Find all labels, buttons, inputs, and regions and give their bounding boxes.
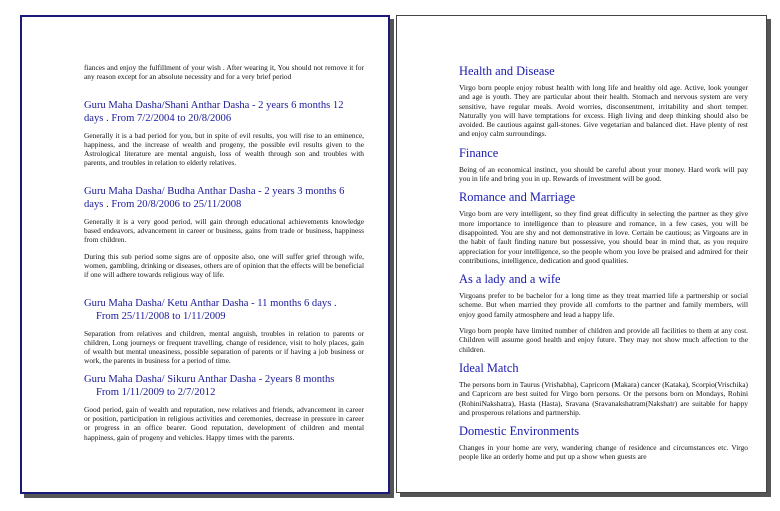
section-heading <box>84 185 364 211</box>
section-paragraph: Changes in your home are very, wandering change of residence and circumstances etc. Virgo people like an orderly home and put up a show when guests are <box>459 443 748 462</box>
section-heading: Domestic Environments <box>459 424 580 439</box>
section-heading <box>84 297 364 323</box>
left-page <box>20 15 390 494</box>
section-paragraph: Good period, gain of wealth and reputation, new relatives and friends, advancement in career or position, participation in religious activities and ceremonies, decrease in pressure in career or progress in an office bearer. Good reputation, development of children and mental happiness, gain of progeny and vehicles. Happy times with the parents. <box>84 404 364 442</box>
section-paragraph: Virgo born people have limited number of children and provide all facilities to them at any cost. Children will assume good health and enjoy future. They may not show much affection to the children. <box>459 326 748 354</box>
heading-line: From 25/11/2008 to 1/11/2009 <box>96 310 226 322</box>
section-paragraph: Virgoans prefer to be bachelor for a long time as they treat married life a partnership or social scheme. But when married they provide all comforts to the partner and family members, will enjoy good family atmosphere and lead a happy life. <box>459 291 748 319</box>
section-paragraph: Virgo born are very intelligent, so they find great difficulty in selecting the partner as they give more importance to intelligence than to pleasure and romance, in a few cases, you will be disappointed. You are shy and not demonstrative in love. Certain be cautious; as Virgoans are in the habit of fault finding nature but possessive, you should bear in mind that, as you require appreciation for your intelligence, so the people whom you love be praised and admired for their contributions, intelligence, dedication and good qualities. <box>459 209 748 265</box>
section-paragraph: Generally it is a very good period, will gain through educational achievements knowledge based endeavors, advancement in career or business, gains from trade or business, happiness from children. <box>84 216 364 245</box>
section-paragraph: The persons born in Taurus (Vrishabha), Capricorn (Makara) cancer (Kataka), Scorpio(Vrischika) and Capricorn are best suited for Virgo born persons. Or the persons born on Mondays, Rohini (RohiniNakshatra), Hasta (Hasta), Sravana (Sravanakshatram(Nakshatr) are suitable for happy and prosperous relations and partnership. <box>459 379 748 417</box>
section-heading: Ideal Match <box>459 360 519 375</box>
heading-line: Guru Maha Dasha/Shani Anthar Dasha - 2 years 6 months 12 <box>84 99 344 111</box>
section-heading <box>84 373 364 399</box>
section-paragraph: Virgo born people enjoy robust health with long life and healthy old age. Active, look younger and age is youth. They are particular about their health. Stomach and nervous system are very sensitive, have regular meals. Avoid worries, disconsentment, irritability and short temper. Naturally you will have temptations for excess. High living and deep thinking should also be avoided. Be cautious against gall-stones. Give vegetarian and balanced diet. Have plenty of rest and enjoy calm surroundings. <box>459 83 748 139</box>
intro-paragraph: fiances and enjoy the fulfillment of your wish . After wearing it, You should not remove it for any reason except for an absolute necessity and for a very brief period <box>84 63 364 82</box>
section-paragraph: During this sub period some signs are of opposite also, one will suffer grief through wife, women, gambling, drinking or diseases, others are of opinion that the effects will be beneficial if one will adhere towards religious way of life. <box>84 251 364 280</box>
section-heading <box>84 99 364 125</box>
heading-line: Guru Maha Dasha/ Sikuru Anthar Dasha - 2years 8 months <box>84 373 335 385</box>
section-heading: Romance and Marriage <box>459 190 576 205</box>
section-paragraph: Generally it is a bad period for you, but in spite of evil results, you will rise to an eminence, happiness, and the increase of wealth and progeny, the possible evil results given to the Astrological literature are mental anguish, loss of wealth through son and troubles with parents, and troubles in relation to elderly relatives. <box>84 130 364 168</box>
section-paragraph: Being of an economical instinct, you should be careful about your money. Hard work will pay you in life and bring you in up. Rewards of investment will be good. <box>459 164 748 184</box>
section-heading: As a lady and a wife <box>459 272 561 287</box>
heading-line: days . From 20/8/2006 to 25/11/2008 <box>84 198 242 210</box>
section-paragraph: Separation from relatives and children, mental anguish, troubles in relation to parents or children, Long journeys or frequent travelling, change of residence, visit to holy places, gain of wealth but mental uneasiness, possible separation of parents or if having a job business or work, the parents in business for a period of time. <box>84 328 364 366</box>
heading-line: Guru Maha Dasha/ Budha Anthar Dasha - 2 years 3 months 6 <box>84 185 345 197</box>
heading-line: From 1/11/2009 to 2/7/2012 <box>96 386 216 398</box>
heading-line: Guru Maha Dasha/ Ketu Anthar Dasha - 11 months 6 days . <box>84 297 337 309</box>
heading-line: days . From 7/2/2004 to 20/8/2006 <box>84 112 232 124</box>
right-page <box>396 15 767 493</box>
section-heading: Health and Disease <box>459 64 555 78</box>
section-heading: Finance <box>459 145 499 160</box>
